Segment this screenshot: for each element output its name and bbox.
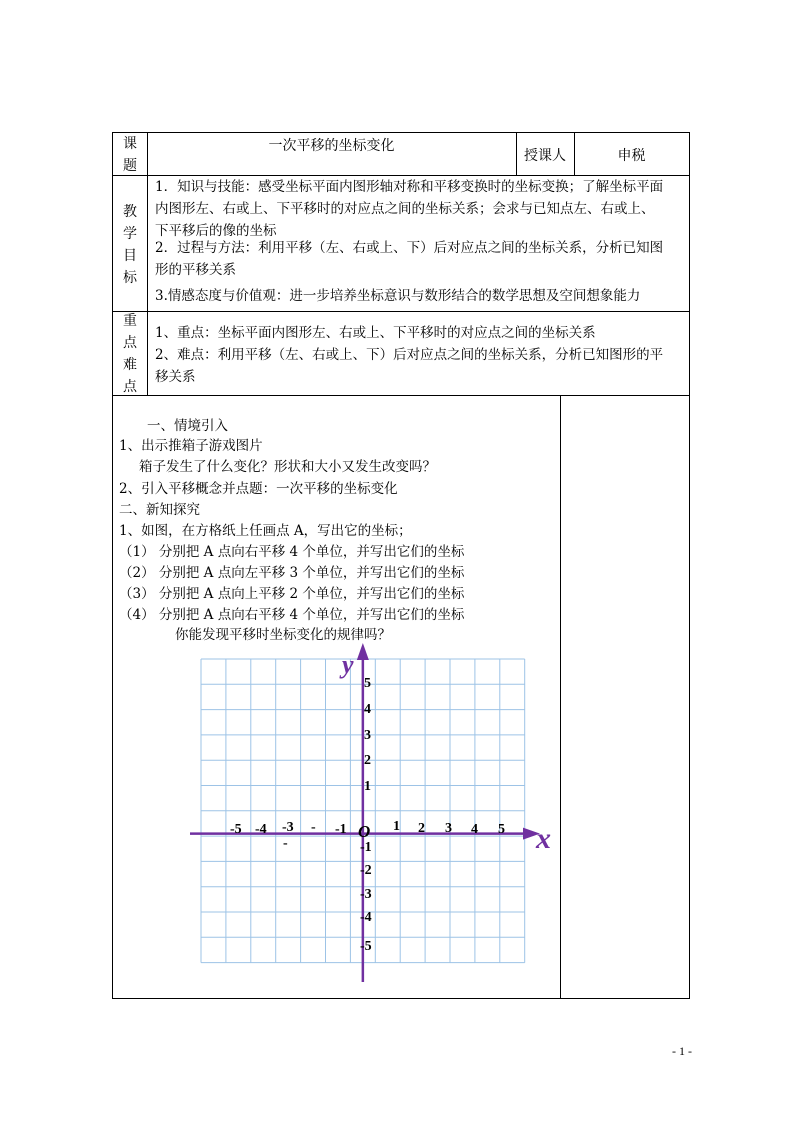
x-tick-label: 2 bbox=[418, 821, 425, 836]
y-tick-label: -5 bbox=[360, 939, 372, 954]
task-item: （2） 分别把 A 点向左平移 3 个单位，并写出它们的坐标 bbox=[119, 565, 465, 581]
objective-line: 3.情感态度与价值观：进一步培养坐标意识与数形结合的数学思想及空间想象能力 bbox=[155, 288, 641, 304]
origin-label: O bbox=[358, 822, 371, 841]
body-line: 1、如图，在方格纸上任画点 A，写出它的坐标； bbox=[119, 523, 412, 539]
y-tick-label: 2 bbox=[364, 753, 371, 768]
x-tick-label: 4 bbox=[471, 822, 478, 837]
objective-line: 2．过程与方法：利用平移（左、右或上、下）后对应点之间的坐标关系，分析已知图 bbox=[155, 240, 664, 256]
label-char: 点 bbox=[123, 335, 137, 351]
stray-mark: - bbox=[283, 836, 288, 851]
x-tick-label: -3 bbox=[282, 820, 294, 835]
x-tick-label: 3 bbox=[445, 821, 452, 836]
coordinate-grid-svg bbox=[180, 640, 560, 985]
task-item: （1） 分别把 A 点向右平移 4 个单位，并写出它们的坐标 bbox=[119, 544, 465, 560]
section-heading: 一、情境引入 bbox=[147, 418, 228, 434]
y-axis-arrow bbox=[357, 643, 369, 660]
y-tick-label: 1 bbox=[364, 779, 371, 794]
key-points-label bbox=[113, 310, 147, 398]
y-tick-label: 5 bbox=[364, 676, 371, 691]
key-point-line: 2、难点：利用平移（左、右或上、下）后对应点之间的坐标关系，分析已知图形的平 bbox=[155, 347, 664, 363]
objective-line: 形的平移关系 bbox=[155, 262, 236, 278]
row-divider bbox=[113, 311, 689, 312]
task-item: （4） 分别把 A 点向右平移 4 个单位，并写出它们的坐标 bbox=[119, 607, 465, 623]
x-tick-label: -1 bbox=[335, 822, 347, 837]
body-line: 1、出示推箱子游戏图片 bbox=[119, 438, 263, 454]
label-char: 标 bbox=[123, 270, 137, 286]
objectives-label bbox=[113, 201, 147, 289]
lesson-title: 一次平移的坐标变化 bbox=[268, 138, 395, 154]
label-char: 目 bbox=[123, 248, 137, 264]
x-tick-label: 1 bbox=[393, 819, 400, 834]
y-tick-label: 4 bbox=[364, 702, 371, 717]
title-row-label bbox=[113, 133, 147, 177]
objective-line: 下平移后的像的坐标 bbox=[155, 223, 277, 239]
y-tick-label: 3 bbox=[364, 728, 371, 743]
teacher-name: 申税 bbox=[617, 148, 646, 164]
key-point-line: 1、重点：坐标平面内图形左、右或上、下平移时的对应点之间的坐标关系 bbox=[155, 325, 596, 341]
y-tick-label: -1 bbox=[360, 840, 372, 855]
x-tick-label: -5 bbox=[230, 822, 242, 837]
body-line: 箱子发生了什么变化？形状和大小又发生改变吗？ bbox=[139, 459, 436, 475]
y-tick-label: -3 bbox=[360, 887, 372, 902]
label-char: 学 bbox=[123, 226, 137, 242]
y-axis-label: y bbox=[342, 650, 354, 679]
x-tick-label: - bbox=[311, 820, 316, 835]
teacher-label: 授课人 bbox=[524, 148, 566, 164]
task-item: （3） 分别把 A 点向上平移 2 个单位，并写出它们的坐标 bbox=[119, 586, 465, 602]
label-char: 教 bbox=[123, 204, 137, 220]
page-number: - 1 - bbox=[672, 1044, 692, 1058]
x-tick-label: -4 bbox=[255, 822, 267, 837]
objective-line: 1．知识与技能：感受坐标平面内图形轴对称和平移变换时的坐标变换；了解坐标平面 bbox=[155, 179, 664, 195]
key-point-line: 移关系 bbox=[155, 369, 196, 385]
column-divider bbox=[147, 133, 148, 395]
x-axis-label: x bbox=[536, 822, 551, 855]
row-divider bbox=[113, 395, 689, 396]
body-line: 2、引入平移概念并点题：一次平移的坐标变化 bbox=[119, 481, 398, 497]
column-divider bbox=[560, 395, 561, 998]
section-heading: 二、新知探究 bbox=[119, 502, 200, 518]
objective-line: 内图形左、右或上、下平移时的对应点之间的坐标关系；会求与已知点左、右或上、 bbox=[155, 201, 655, 217]
label-char: 课 bbox=[123, 136, 137, 152]
y-tick-label: -2 bbox=[360, 863, 372, 878]
y-tick-label: -4 bbox=[360, 910, 372, 925]
label-char: 题 bbox=[123, 158, 137, 174]
x-tick-label: 5 bbox=[498, 822, 505, 837]
label-char: 重 bbox=[123, 313, 137, 329]
label-char: 难 bbox=[123, 357, 137, 373]
question-line: 你能发现平移时坐标变化的规律吗？ bbox=[175, 627, 391, 643]
coordinate-grid bbox=[180, 640, 560, 985]
label-char: 点 bbox=[123, 379, 137, 395]
